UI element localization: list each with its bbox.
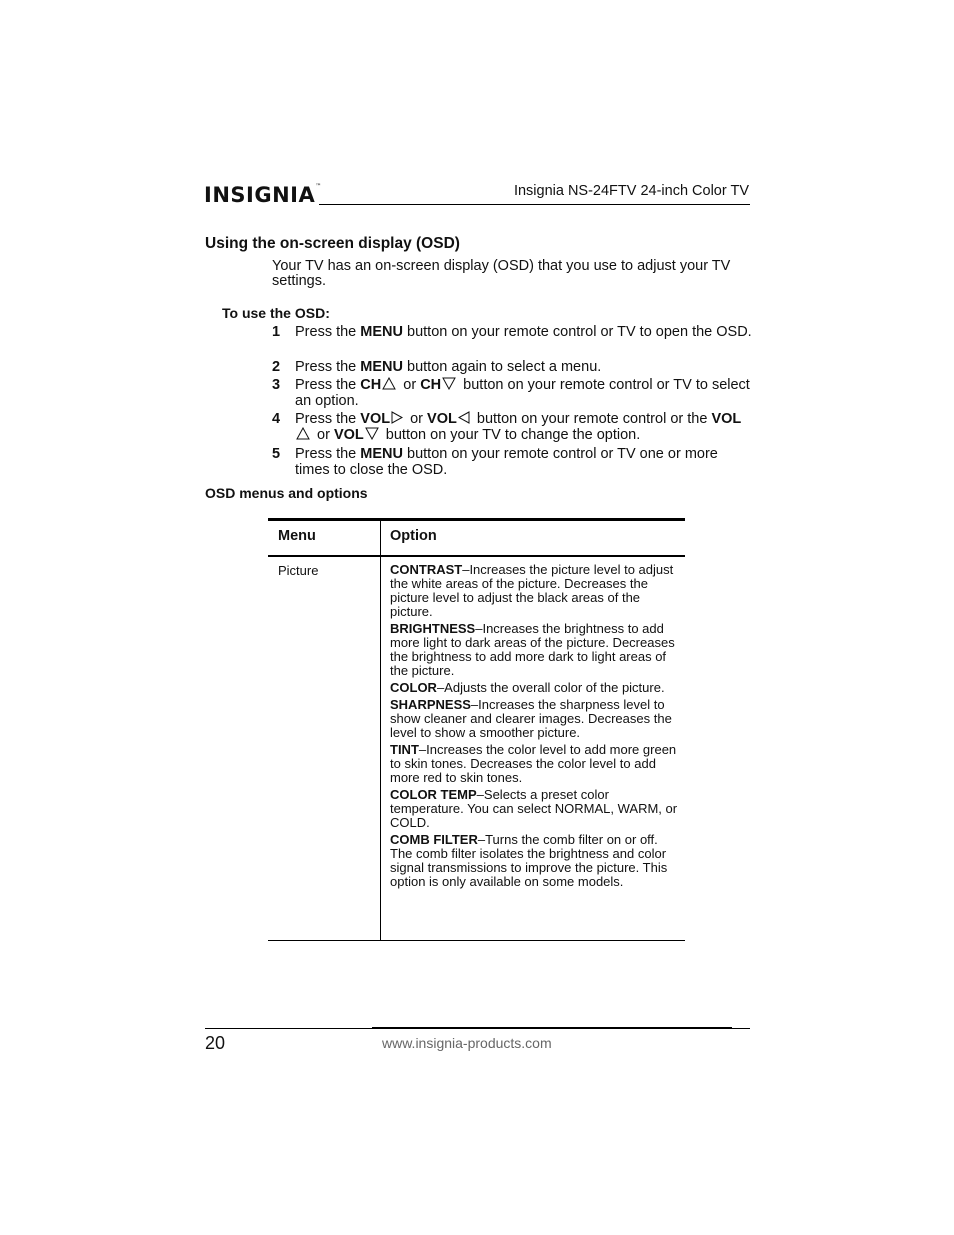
table-bottom-rule — [268, 940, 685, 941]
step-number: 3 — [272, 377, 281, 393]
option-sharpness: SHARPNESS–Increases the sharpness level to show cleaner and clearer images. Decreases the level to show a smoother picture. — [390, 697, 672, 740]
step-text: Press the VOL or VOL button on your remote control or the VOL or VOL button on your TV to change the option. — [295, 411, 742, 443]
triangle-right-icon — [391, 411, 403, 424]
option-color-temp: COLOR TEMP–Selects a preset color temperature. You can select NORMAL, WARM, or COLD. — [390, 787, 678, 830]
option-contrast: CONTRAST–Increases the picture level to adjust the white areas of the picture. Decreases the picture level to adjust the black areas of the picture. — [390, 562, 674, 619]
option-tint: TINT–Increases the color level to add more green to skin tones. Decreases the color level to add more red to skin tones. — [390, 742, 677, 785]
triangle-down-icon — [442, 377, 456, 390]
step-text: Press the MENU button on your remote control or TV one or more times to close the OSD. — [295, 446, 718, 478]
table-column-divider — [380, 521, 381, 941]
table-header-rule — [268, 555, 685, 557]
option-brightness: BRIGHTNESS–Increases the brightness to add more light to dark areas of the picture. Decreases the brightness to add more dark to light areas of the picture. — [390, 621, 675, 678]
step-text: Press the MENU button again to select a menu. — [295, 359, 602, 375]
table-cell-options — [390, 563, 680, 892]
page-number: 20 — [205, 1033, 226, 1053]
option-comb-filter: COMB FILTER–Turns the comb filter on or off. The comb filter isolates the brightness and color signal transmissions to improve the picture. This option is only available on some models. — [390, 832, 668, 889]
table-cell-menu: Picture — [278, 563, 319, 578]
triangle-down-icon — [365, 427, 379, 440]
triangle-left-icon — [458, 411, 470, 424]
document-title: Insignia NS-24FTV 24-inch Color TV — [513, 183, 749, 199]
footer-rule-accent — [372, 1027, 732, 1029]
intro-paragraph: Your TV has an on-screen display (OSD) that you use to adjust your TV settings. — [272, 258, 731, 289]
step-text: Press the MENU button on your remote control or TV to open the OSD. — [295, 324, 752, 340]
brand-logo-text: INSIGNIA — [204, 183, 316, 207]
step-5 — [272, 446, 752, 478]
header-rule — [319, 204, 750, 205]
brand-logo — [204, 183, 322, 207]
step-4 — [272, 411, 752, 443]
table-top-rule — [268, 518, 685, 521]
step-text: Press the CH or CH button on your remote control or TV to select an option. — [295, 377, 750, 409]
step-number: 4 — [272, 411, 281, 427]
trademark-mark: ™ — [315, 183, 322, 190]
option-color: COLOR–Adjusts the overall color of the picture. — [390, 680, 665, 695]
footer-url: www.insignia-products.com — [382, 1035, 552, 1051]
step-number: 5 — [272, 446, 281, 462]
table-heading: OSD menus and options — [205, 485, 368, 501]
procedure-heading: To use the OSD: — [222, 305, 330, 321]
triangle-up-icon — [382, 377, 396, 390]
triangle-up-icon — [296, 427, 310, 440]
table-header-menu: Menu — [278, 528, 316, 544]
step-number: 2 — [272, 359, 281, 375]
step-2 — [272, 359, 752, 375]
step-1 — [272, 324, 752, 340]
step-number: 1 — [272, 324, 281, 340]
step-3 — [272, 377, 752, 409]
section-heading: Using the on-screen display (OSD) — [205, 235, 460, 252]
table-header-option: Option — [390, 528, 437, 544]
